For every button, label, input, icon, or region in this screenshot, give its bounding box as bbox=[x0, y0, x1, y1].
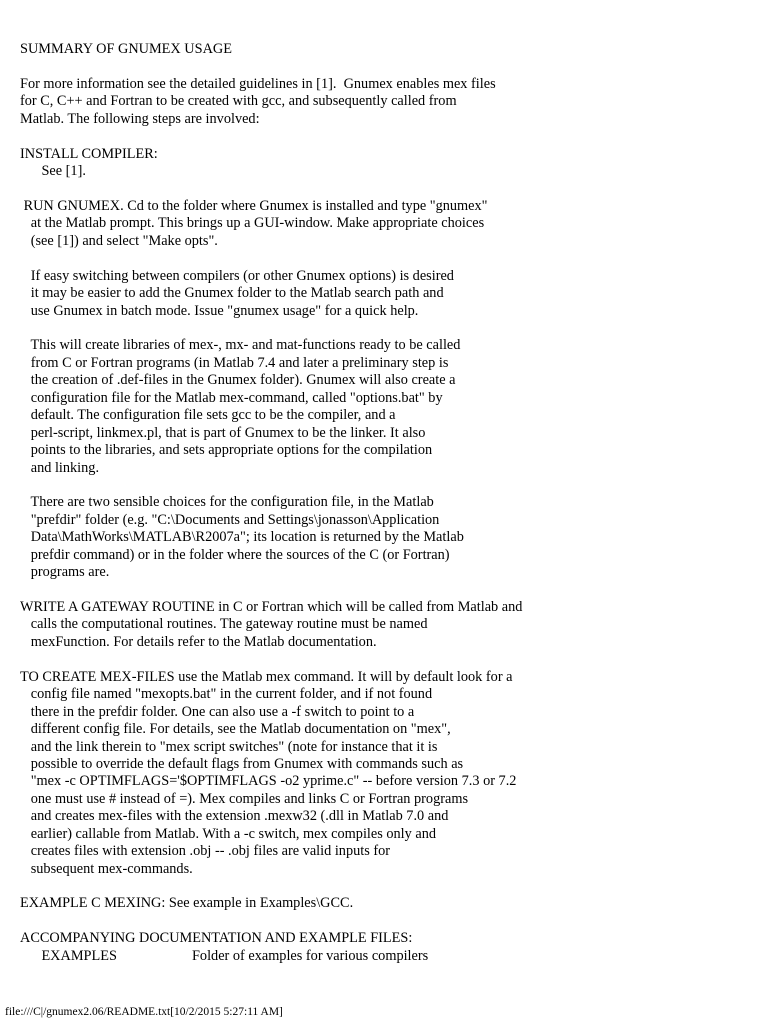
text-line: INSTALL COMPILER: bbox=[20, 145, 158, 162]
text-line: RUN GNUMEX. Cd to the folder where Gnumex is installed and type "gnumex" bbox=[20, 197, 488, 214]
text-line: EXAMPLE C MEXING: See example in Examples\GCC. bbox=[20, 895, 354, 912]
blank-line bbox=[20, 320, 760, 337]
text-line: WRITE A GATEWAY ROUTINE in C or Fortran which will be called from Matlab and bbox=[20, 599, 523, 615]
text-line: there in the prefdir folder. One can also use a -f switch to point to a bbox=[20, 703, 415, 720]
text-line: calls the computational routines. The gateway routine must be named bbox=[20, 616, 428, 633]
blank-line bbox=[20, 250, 760, 267]
page-footer-url: file:///C|/gnumex2.06/README.txt[10/2/2015 5:27:11 AM] bbox=[5, 1006, 283, 1018]
text-line: (see [1]) and select "Make opts". bbox=[20, 232, 218, 249]
text-line: Data\MathWorks\MATLAB\R2007a"; its location is returned by the Matlab bbox=[20, 529, 464, 546]
text-line: mexFunction. For details refer to the Matlab documentation. bbox=[20, 633, 377, 650]
blank-line bbox=[20, 582, 760, 599]
text-line: default. The configuration file sets gcc to be the compiler, and a bbox=[20, 407, 396, 424]
blank-line bbox=[20, 878, 760, 895]
text-line: possible to override the default flags from Gnumex with commands such as bbox=[20, 755, 464, 772]
blank-line bbox=[20, 181, 760, 198]
text-line: Matlab. The following steps are involved: bbox=[20, 110, 260, 127]
text-line: If easy switching between compilers (or other Gnumex options) is desired bbox=[20, 267, 454, 284]
text-line: it may be easier to add the Gnumex folder to the Matlab search path and bbox=[20, 285, 444, 302]
text-line: the creation of .def-files in the Gnumex folder). Gnumex will also create a bbox=[20, 372, 456, 389]
text-line: and linking. bbox=[20, 459, 100, 476]
text-line: configuration file for the Matlab mex-command, called "options.bat" by bbox=[20, 389, 443, 406]
text-line: different config file. For details, see the Matlab documentation on "mex", bbox=[20, 721, 451, 738]
text-line: prefdir command) or in the folder where the sources of the C (or Fortran) bbox=[20, 546, 450, 563]
text-line: points to the libraries, and sets appropriate options for the compilation bbox=[20, 442, 433, 459]
blank-line bbox=[20, 128, 760, 145]
text-line: and the link therein to "mex script switches" (note for instance that it is bbox=[20, 738, 438, 755]
text-line: programs are. bbox=[20, 564, 110, 581]
text-line: from C or Fortran programs (in Matlab 7.4 and later a preliminary step is bbox=[20, 354, 449, 371]
blank-line bbox=[20, 477, 760, 494]
text-line: There are two sensible choices for the configuration file, in the Matlab bbox=[20, 494, 434, 511]
text-line: This will create libraries of mex-, mx- and mat-functions ready to be called bbox=[20, 337, 461, 354]
text-line: one must use # instead of =). Mex compiles and links C or Fortran programs bbox=[20, 790, 469, 807]
text-line: "prefdir" folder (e.g. "C:\Documents and Settings\jonasson\Application bbox=[20, 511, 440, 528]
text-line: use Gnumex in batch mode. Issue "gnumex usage" for a quick help. bbox=[20, 302, 419, 319]
blank-line bbox=[20, 58, 760, 75]
text-line: EXAMPLES Folder of examples for various compilers bbox=[20, 947, 429, 964]
text-line: for C, C++ and Fortran to be created with gcc, and subsequently called from bbox=[20, 93, 457, 110]
text-line: ACCOMPANYING DOCUMENTATION AND EXAMPLE FILES: bbox=[20, 930, 413, 947]
text-line: subsequent mex-commands. bbox=[20, 860, 193, 877]
text-line: See [1]. bbox=[20, 163, 86, 180]
text-line: For more information see the detailed guidelines in [1]. Gnumex enables mex files bbox=[20, 75, 496, 92]
text-line: perl-script, linkmex.pl, that is part of Gnumex to be the linker. It also bbox=[20, 424, 426, 441]
text-line: "mex -c OPTIMFLAGS='$OPTIMFLAGS -o2 yprime.c" -- before version 7.3 or 7.2 bbox=[20, 773, 517, 790]
text-line: SUMMARY OF GNUMEX USAGE bbox=[20, 41, 232, 57]
text-line: and creates mex-files with the extension .mexw32 (.dll in Matlab 7.0 and bbox=[20, 808, 449, 825]
text-line: TO CREATE MEX-FILES use the Matlab mex command. It will by default look for a bbox=[20, 668, 513, 685]
blank-line bbox=[20, 651, 760, 668]
text-line: creates files with extension .obj -- .obj files are valid inputs for bbox=[20, 843, 391, 860]
blank-line bbox=[20, 913, 760, 930]
document-body bbox=[20, 41, 760, 965]
text-line: earlier) callable from Matlab. With a -c switch, mex compiles only and bbox=[20, 825, 437, 842]
text-line: config file named "mexopts.bat" in the current folder, and if not found bbox=[20, 686, 433, 703]
text-line: at the Matlab prompt. This brings up a GUI-window. Make appropriate choices bbox=[20, 215, 485, 232]
